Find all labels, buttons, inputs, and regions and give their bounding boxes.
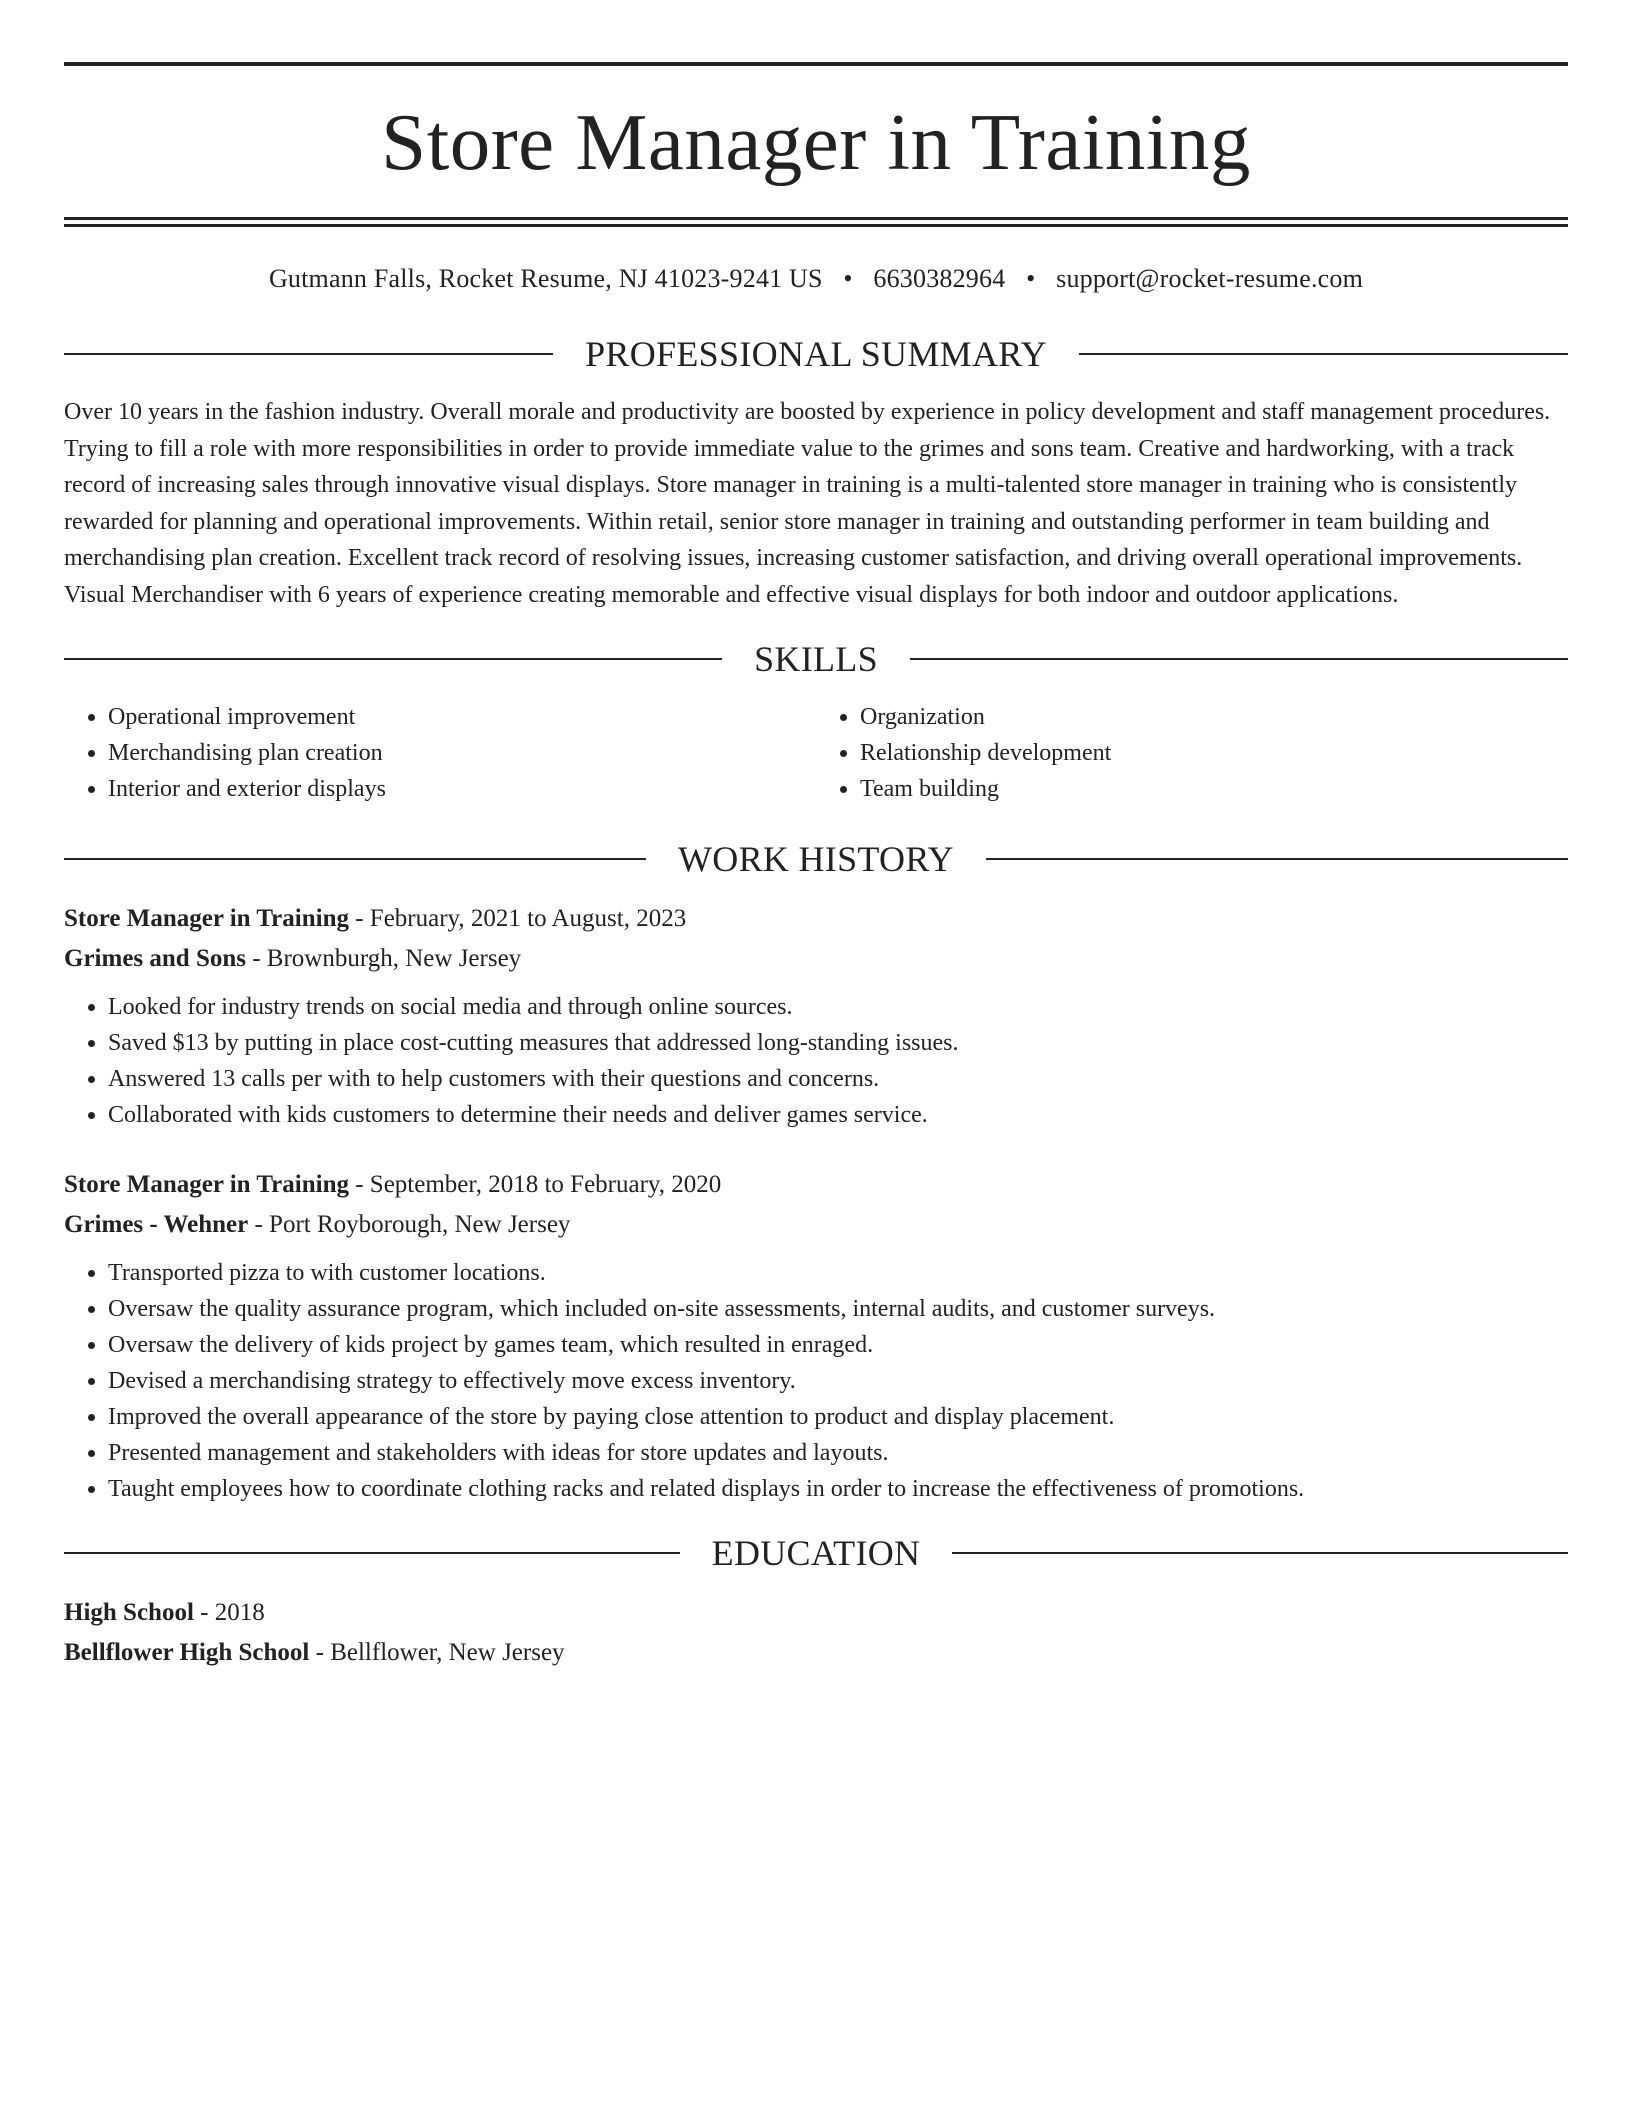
work-section-header [64, 841, 1568, 877]
skill-item: • Merchandising plan creation [108, 735, 816, 771]
job-title: Store Manager in Training [64, 905, 349, 932]
skill-item: • Organization [860, 699, 1568, 735]
divider-line [1079, 353, 1568, 355]
divider-line [64, 658, 722, 660]
education-section-header [64, 1535, 1568, 1571]
divider-line [64, 353, 553, 355]
skills-section-header [64, 641, 1568, 677]
skills-list [64, 699, 1568, 807]
divider-line [910, 658, 1568, 660]
summary-section-header [64, 336, 1568, 372]
job-entry [64, 1165, 1568, 1507]
job-dates: - February, 2021 to August, 2023 [348, 905, 687, 932]
work-section-title: WORK HISTORY [678, 839, 954, 879]
job-bullet: • Presented management and stakeholders with ideas for store updates and layouts. [108, 1435, 1568, 1471]
job-company-line [64, 1205, 1568, 1245]
job-title-line [64, 899, 1568, 939]
job-company: Grimes and Sons [64, 945, 246, 972]
skill-item: • Interior and exterior displays [108, 771, 816, 807]
job-bullet: • Collaborated with kids customers to determine their needs and deliver games service. [108, 1097, 1568, 1133]
contact-address: Gutmann Falls, Rocket Resume, NJ 41023-9241 US [268, 264, 823, 293]
job-bullet: • Taught employees how to coordinate clothing racks and related displays in order to increase the effectiveness of promotions. [108, 1471, 1568, 1507]
job-bullet: • Oversaw the quality assurance program, which included on-site assessments, internal audits, and customer surveys. [108, 1291, 1568, 1327]
job-title-line [64, 1165, 1568, 1205]
skill-item: • Operational improvement [108, 699, 816, 735]
job-bullet: • Devised a merchandising strategy to effectively move excess inventory. [108, 1363, 1568, 1399]
summary-text: Over 10 years in the fashion industry. Overall morale and productivity are boosted by experience in policy development and staff management procedures. Trying to fill a role with more responsibilities in order to provide immediate value to the grimes and sons team. Creative and hardworking, with a track record of increasing sales through innovative visual displays. Store manager in training is a multi-talented store manager in training who is consistently rewarded for planning and operational improvements. Within retail, senior store manager in training and outstanding performer in team building and merchandising plan creation. Excellent track record of resolving issues, increasing customer satisfaction, and driving overall operational improvements. Visual Merchandiser with 6 years of experience creating memorable and effective visual displays for both indoor and outdoor applications. [64, 399, 1551, 608]
divider-line [952, 1552, 1568, 1554]
contact-line [64, 264, 1568, 294]
job-bullet: • Answered 13 calls per with to help customers with their questions and concerns. [108, 1061, 1568, 1097]
divider-line [64, 1552, 680, 1554]
skill-item: • Relationship development [860, 735, 1568, 771]
education-section-title: EDUCATION [711, 1533, 921, 1573]
education-school-line [64, 1633, 1568, 1673]
contact-phone: 6630382964 [873, 264, 1006, 293]
job-bullet: • Saved $13 by putting in place cost-cutting measures that addressed long-standing issues. [108, 1025, 1568, 1061]
divider-line [64, 858, 646, 860]
title-double-rule [64, 217, 1568, 227]
job-dates: - September, 2018 to February, 2020 [348, 1171, 722, 1198]
job-bullets [64, 1255, 1568, 1507]
summary-section-title: PROFESSIONAL SUMMARY [585, 334, 1047, 374]
education-degree-line [64, 1593, 1568, 1633]
contact-email: support@rocket-resume.com [1056, 264, 1364, 293]
job-bullet: • Transported pizza to with customer locations. [108, 1255, 1568, 1291]
job-bullet: • Oversaw the delivery of kids project by games team, which resulted in enraged. [108, 1327, 1568, 1363]
job-company: Grimes - Wehner [64, 1211, 249, 1238]
job-location: - Brownburgh, New Jersey [245, 945, 522, 972]
skill-item: • Team building [860, 771, 1568, 807]
job-company-line [64, 939, 1568, 979]
job-bullet: • Improved the overall appearance of the store by paying close attention to product and display placement. [108, 1399, 1568, 1435]
job-bullets [64, 989, 1568, 1133]
education-degree: High School [64, 1599, 194, 1626]
job-bullet: • Looked for industry trends on social media and through online sources. [108, 989, 1568, 1025]
education-location: - Bellflower, New Jersey [309, 1639, 565, 1666]
divider-line [986, 858, 1568, 860]
contact-separator: • [1026, 264, 1036, 293]
job-title: Store Manager in Training [64, 1171, 349, 1198]
skills-section-title: SKILLS [754, 639, 878, 679]
skills-column-right [816, 699, 1568, 807]
education-year: - 2018 [193, 1599, 265, 1626]
job-entry [64, 899, 1568, 1133]
top-rule [64, 62, 1568, 66]
education-school: Bellflower High School [64, 1639, 310, 1666]
contact-separator: • [843, 264, 853, 293]
education-entry [64, 1593, 1568, 1673]
resume-title: Store Manager in Training [381, 97, 1251, 187]
job-location: - Port Royborough, New Jersey [248, 1211, 571, 1238]
skills-column-left [64, 699, 816, 807]
